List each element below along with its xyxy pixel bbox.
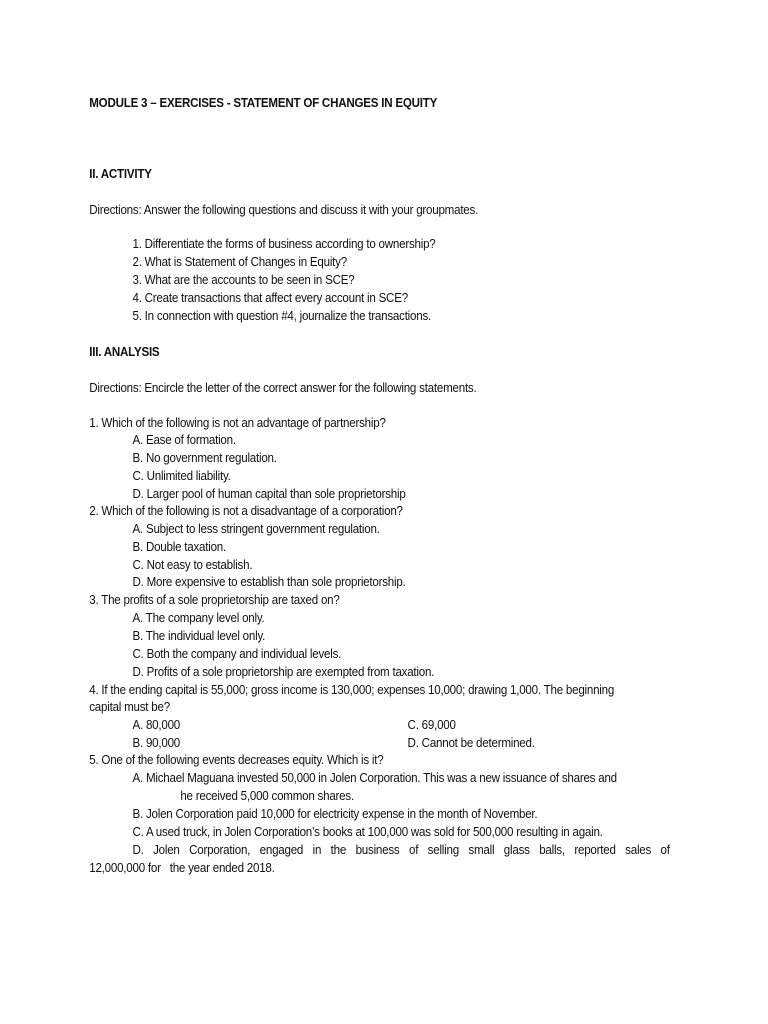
activity-item: 1. Differentiate the forms of business according to ownership? bbox=[132, 237, 436, 251]
answer-option: D. Jolen Corporation, engaged in the business of selling small glass balls, reported sales of bbox=[132, 843, 670, 857]
activity-item: 3. What are the accounts to be seen in SCE? bbox=[132, 273, 355, 287]
answer-option: D. Cannot be determined. bbox=[407, 736, 535, 750]
question-3: 3. The profits of a sole proprietorship are taxed on? bbox=[89, 593, 340, 607]
analysis-heading: III. ANALYSIS bbox=[89, 345, 160, 359]
answer-option: A. The company level only. bbox=[132, 611, 265, 625]
answer-option: B. No government regulation. bbox=[132, 451, 277, 465]
activity-heading: II. ACTIVITY bbox=[89, 167, 152, 181]
question-5: 5. One of the following events decreases equity. Which is it? bbox=[89, 753, 384, 767]
answer-option: C. Not easy to establish. bbox=[132, 558, 253, 572]
document-title: MODULE 3 – EXERCISES - STATEMENT OF CHANGES IN EQUITY bbox=[89, 96, 438, 110]
activity-item: 5. In connection with question #4, journalize the transactions. bbox=[132, 309, 432, 323]
answer-option-continued: 12,000,000 for the year ended 2018. bbox=[89, 861, 275, 875]
answer-option: C. Unlimited liability. bbox=[132, 469, 231, 483]
answer-option: A. Ease of formation. bbox=[132, 433, 236, 447]
answer-option: D. Larger pool of human capital than sole proprietorship bbox=[132, 487, 406, 501]
answer-option: C. A used truck, in Jolen Corporation’s books at 100,000 was sold for 500,000 resulting in again. bbox=[132, 825, 603, 839]
answer-option-continued: he received 5,000 common shares. bbox=[180, 789, 354, 803]
answer-option: B. 90,000 bbox=[132, 736, 181, 750]
answer-option: D. More expensive to establish than sole proprietorship. bbox=[132, 575, 406, 589]
answer-option: B. Jolen Corporation paid 10,000 for electricity expense in the month of November. bbox=[132, 807, 538, 821]
answer-option: D. Profits of a sole proprietorship are exempted from taxation. bbox=[132, 665, 435, 679]
answer-option: A. Michael Maguana invested 50,000 in Jolen Corporation. This was a new issuance of shares and bbox=[132, 771, 617, 785]
question-4: 4. If the ending capital is 55,000; gross income is 130,000; expenses 10,000; drawing 1,000. The beginning bbox=[89, 683, 615, 697]
answer-option: A. 80,000 bbox=[132, 718, 181, 732]
question-1: 1. Which of the following is not an advantage of partnership? bbox=[89, 416, 386, 430]
answer-option: C. Both the company and individual levels. bbox=[132, 647, 342, 661]
activity-directions: Directions: Answer the following questions and discuss it with your groupmates. bbox=[89, 203, 479, 217]
answer-option: A. Subject to less stringent government regulation. bbox=[132, 522, 380, 536]
question-4-continued: capital must be? bbox=[89, 700, 170, 714]
activity-item: 4. Create transactions that affect every account in SCE? bbox=[132, 291, 408, 305]
analysis-directions: Directions: Encircle the letter of the correct answer for the following statements. bbox=[89, 381, 477, 395]
activity-item: 2. What is Statement of Changes in Equity? bbox=[132, 255, 347, 269]
answer-option: C. 69,000 bbox=[407, 718, 456, 732]
answer-option: B. The individual level only. bbox=[132, 629, 266, 643]
question-2: 2. Which of the following is not a disadvantage of a corporation? bbox=[89, 504, 403, 518]
answer-option: B. Double taxation. bbox=[132, 540, 227, 554]
